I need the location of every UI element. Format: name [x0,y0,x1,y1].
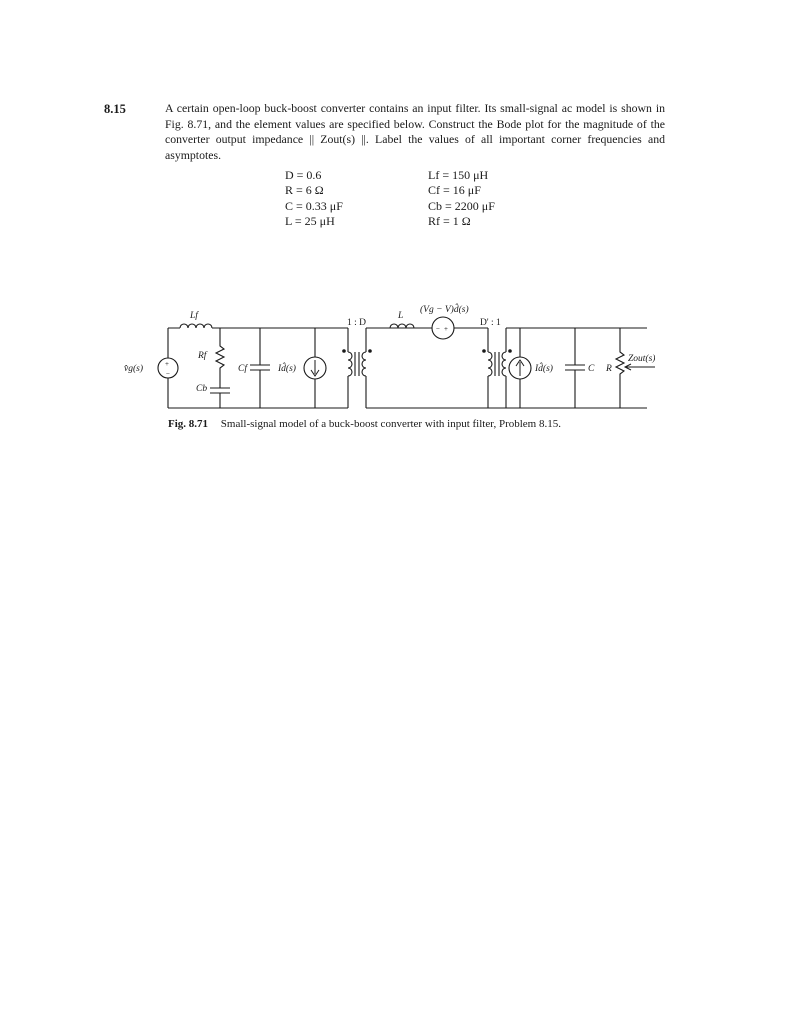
xf1-secondary [362,352,366,376]
label-r: R [606,364,612,374]
param-rf: Rf = 1 Ω [428,214,471,229]
xf1-core [355,352,359,376]
dot-marker-icon [509,350,512,353]
label-zout: Zout(s) [628,354,655,364]
params-left [285,168,343,230]
label-ratio1: 1 : D [347,318,366,328]
xf2-secondary [502,352,506,376]
param-d: D = 0.6 [285,168,322,182]
param-l: L = 25 μH [285,214,335,229]
dot-marker-icon [483,350,486,353]
capacitor-cb [210,384,230,408]
param-lf: Lf = 150 μH [428,168,489,182]
label-ratio2: D' : 1 [480,318,501,328]
figure-caption [168,418,561,430]
polarity-minus-icon: − [436,325,440,333]
capacitor-c [565,328,585,408]
dot-marker-icon [343,350,346,353]
circuit-diagram [120,288,655,414]
label-c: C [588,364,595,374]
label-cf: Cf [238,364,247,374]
params-right [428,168,495,230]
label-vsource: (Vg − V)d̂(s) [420,305,469,315]
dot-marker-icon [369,350,372,353]
label-l: L [398,311,404,321]
polarity-plus-icon: + [165,360,169,368]
label-vg: v̂g(s) [124,364,143,374]
capacitor-cf [250,328,270,408]
xf2-core [495,352,499,376]
problem-number: 8.15 [104,102,126,116]
param-c: C = 0.33 μF [285,198,343,213]
resistor-r [616,328,624,408]
inductor-lf [180,324,212,328]
caption-label: Fig. 8.71 [168,418,209,430]
caption-text: Small-signal model of a buck-boost converter with input filter, Problem 8.15. [220,418,561,430]
xf1-primary [348,352,352,376]
label-cb: Cb [196,384,208,394]
label-id1: Id̂(s) [278,364,296,374]
label-id2: Id̂(s) [535,364,553,374]
wire-xf1 [348,328,647,408]
problem-statement: A certain open-loop buck-boost converter contains an input filter. Its small-signal ac model is shown in Fig. 8.71, and the element values are specified below. Construct the Bode plot for the magnitude of the converter output impedance || Zout(s) ||. Label the values of all important corner frequencies and asymptotes. [165,101,665,162]
label-rf: Rf [198,351,207,361]
param-r: R = 6 Ω [285,183,324,198]
param-cb: Cb = 2200 μF [428,198,495,213]
inductor-l [390,324,414,328]
param-cf: Cf = 16 μF [428,183,481,198]
xf2-primary [488,352,492,376]
label-lf: Lf [190,311,198,321]
resistor-rf [216,328,224,384]
polarity-minus-icon: − [166,370,170,378]
polarity-plus-icon: + [444,325,448,333]
zout-arrow-icon [625,364,655,370]
